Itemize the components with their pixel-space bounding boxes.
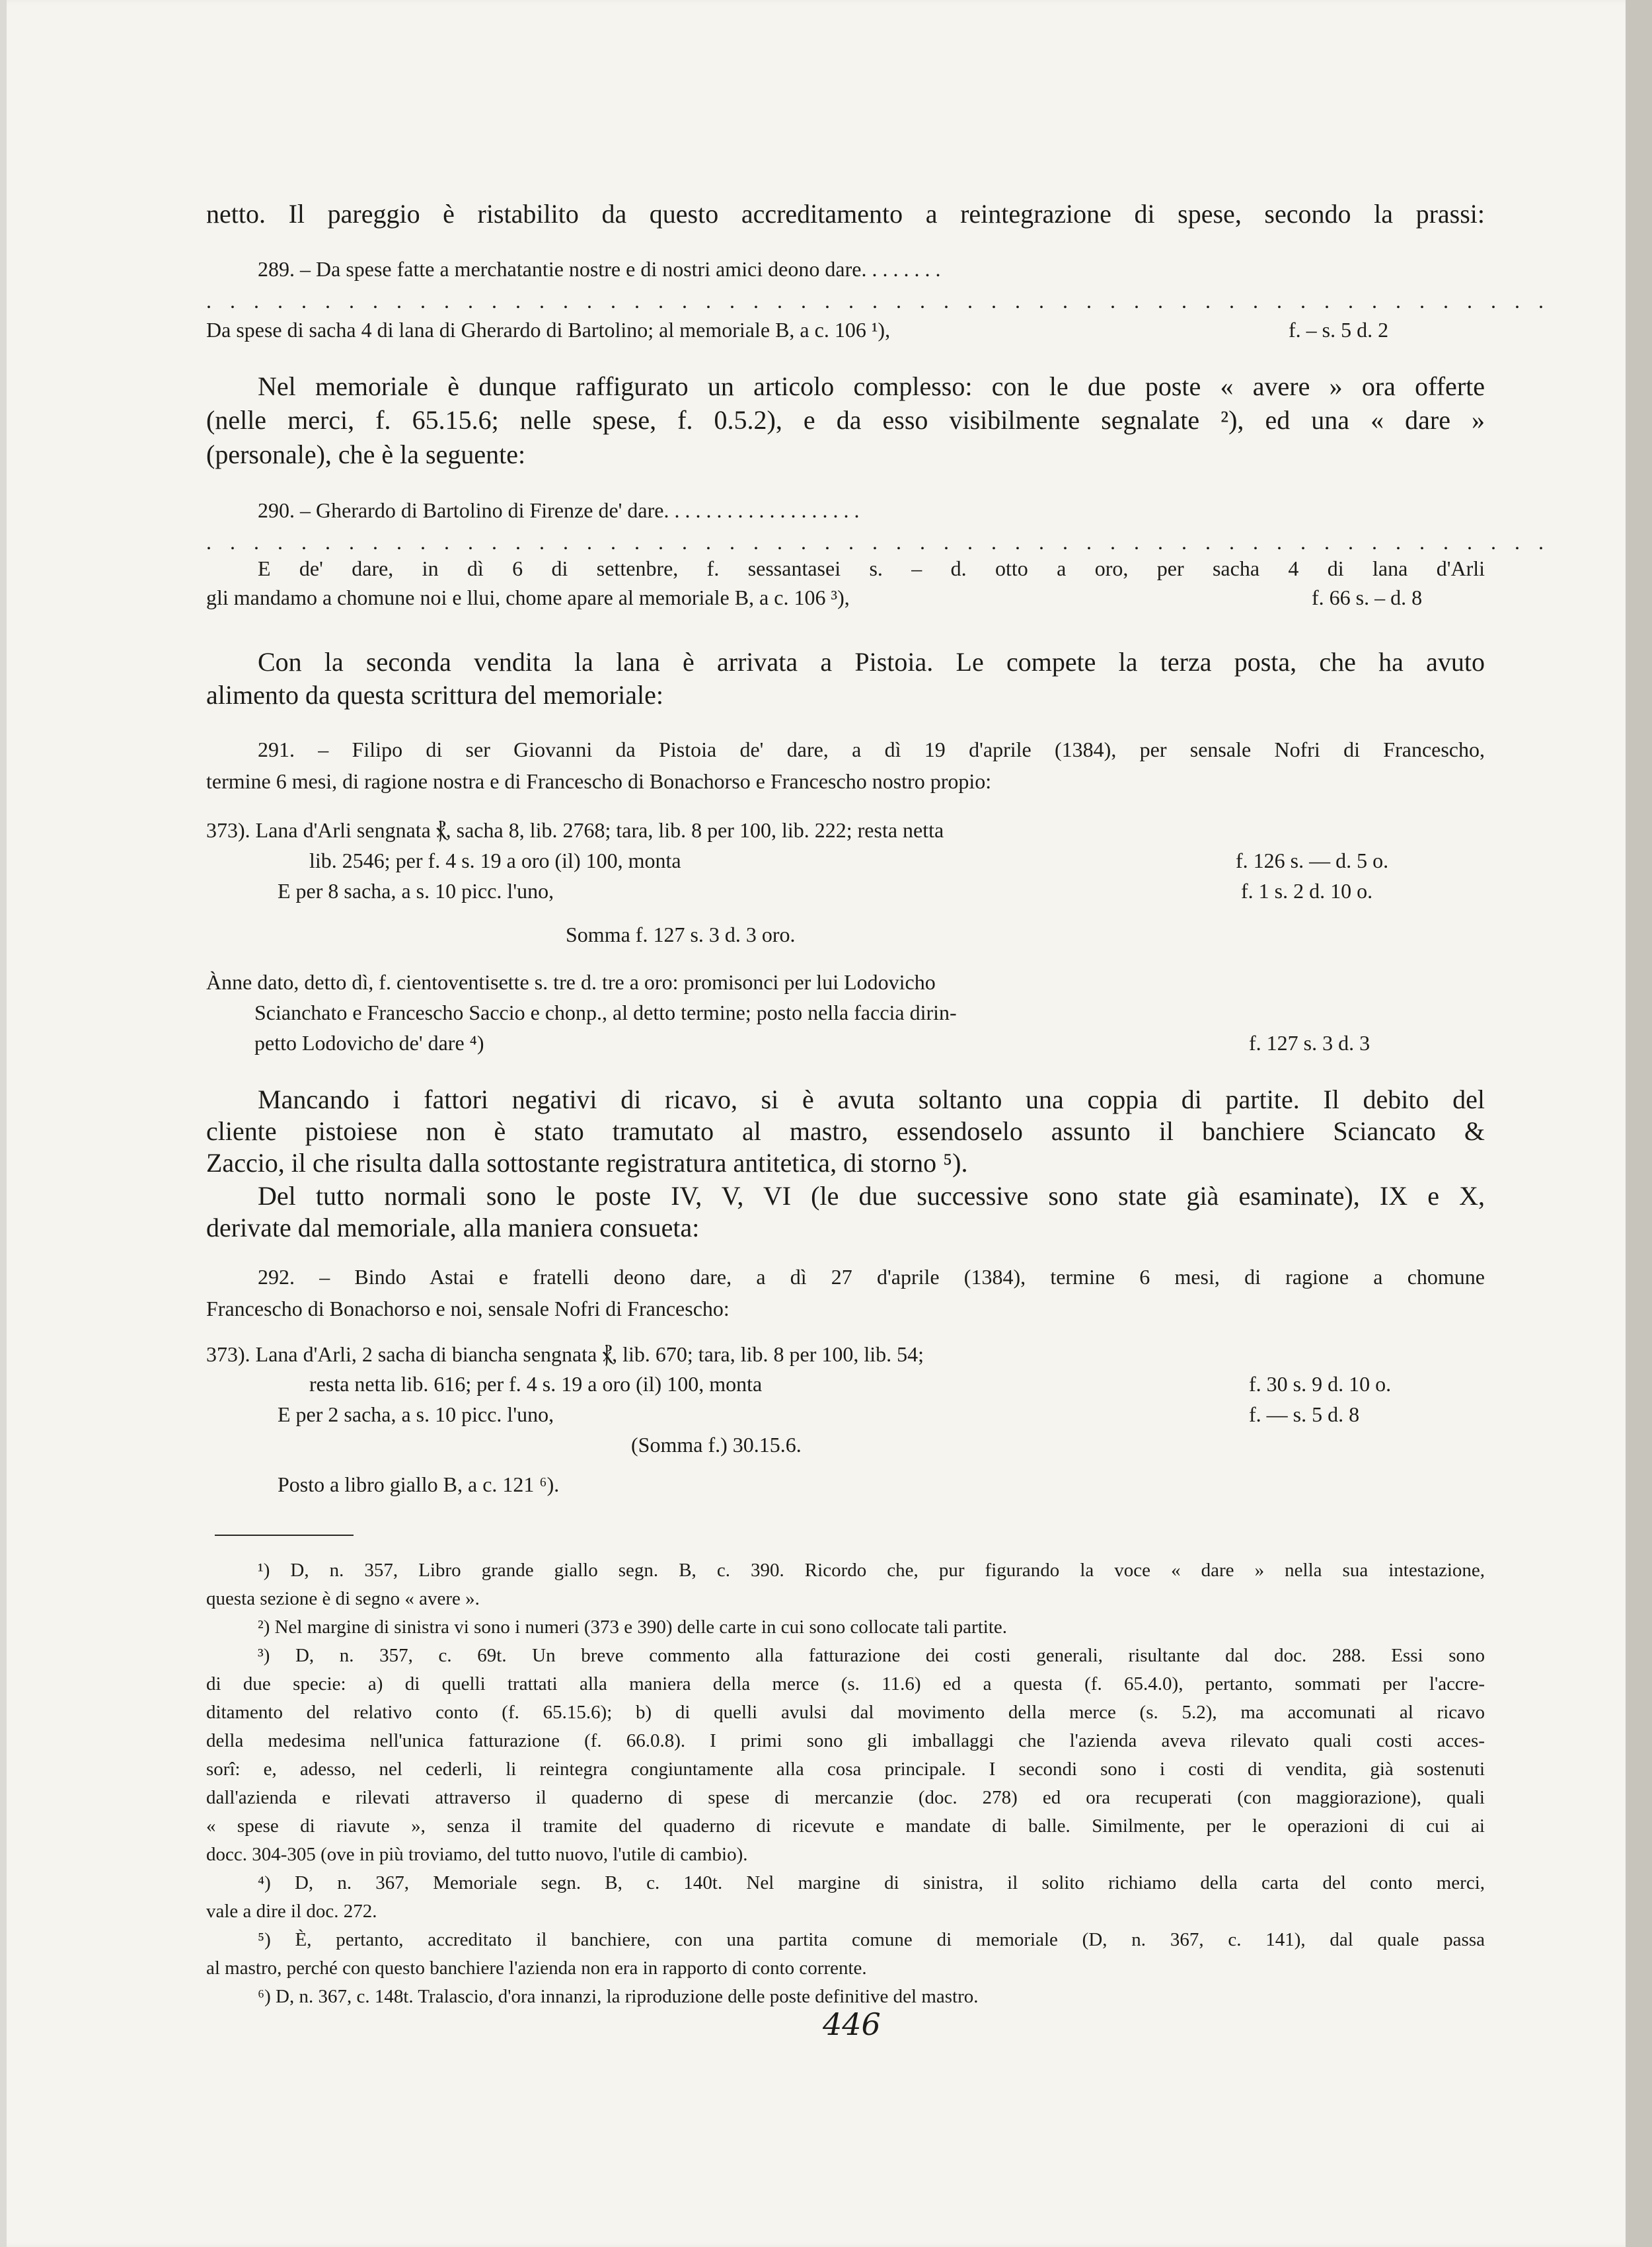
entry-290-amount: f. 66 s. – d. 8 bbox=[1312, 586, 1423, 609]
paragraph-4-line-1: Mancando i fattori negativi di ricavo, si è avuta soltanto una coppia di partite. Il debito del bbox=[258, 1085, 1485, 1114]
entry-290-heading: 290. – Gherardo di Bartolino di Firenze de' dare. . . . . . . . . . . . . . . . . . . bbox=[258, 498, 860, 522]
entry-291-heading-2: termine 6 mesi, di ragione nostra e di Francescho di Bonachorso e Francescho nostro propio: bbox=[206, 769, 992, 793]
footnote-6: ⁶) D, n. 367, c. 148t. Tralascio, d'ora innanzi, la riproduzione delle poste definitive del mastro. bbox=[258, 1986, 979, 2007]
footnote-5-line-2: al mastro, perché con questo banchiere l'azienda non era in rapporto di conto corrente. bbox=[206, 1958, 867, 1979]
footnote-3-line-4: della medesima nell'unica fatturazione (f. 66.0.8). I primi sono gli imballaggi che l'azienda aveva rilevato quali costi acces- bbox=[206, 1730, 1485, 1751]
entry-289-heading: 289. – Da spese fatte a merchatantie nostre e di nostri amici deono dare. . . . . . . . bbox=[258, 257, 941, 281]
entry-290-line-1: E de' dare, in dì 6 di settenbre, f. sessantasei s. – d. otto a oro, per sacha 4 di lana d'Arli bbox=[258, 556, 1485, 580]
paragraph-2-line-2: (nelle merci, f. 65.15.6; nelle spese, f. 0.5.2), e da esso visibilmente segnalate ²), ed una « dare » bbox=[206, 405, 1485, 435]
footnote-4-line-2: vale a dire il doc. 272. bbox=[206, 1901, 377, 1922]
entry-292-heading-1: 292. – Bindo Astai e fratelli deono dare, a dì 27 d'aprile (1384), termine 6 mesi, di ragione a chomune bbox=[258, 1265, 1485, 1289]
paragraph-3-line-2: alimento da questa scrittura del memoriale: bbox=[206, 680, 663, 710]
entry-291-line-2: lib. 2546; per f. 4 s. 19 a oro (il) 100, monta bbox=[309, 849, 681, 872]
entry-291-anne-2: Scianchato e Francescho Saccio e chonp., al detto termine; posto nella faccia dirin- bbox=[254, 1001, 957, 1024]
footnote-3-line-5: sorî: e, adesso, nel cederli, li reintegra congiuntamente alla cosa principale. I secondi sono i costi di vendita, già sostenuti bbox=[206, 1759, 1485, 1780]
entry-291-heading-1: 291. – Filipo di ser Giovanni da Pistoia de' dare, a dì 19 d'aprile (1384), per sensale Nofri di Francescho, bbox=[258, 738, 1485, 761]
paragraph-4-line-5: derivate dal memoriale, alla maniera consueta: bbox=[206, 1213, 700, 1242]
intro-paragraph: netto. Il pareggio è ristabilito da questo accreditamento a reintegrazione di spese, secondo la prassi: bbox=[206, 199, 1485, 229]
entry-292-posto: Posto a libro giallo B, a c. 121 ⁶). bbox=[278, 1472, 560, 1496]
entry-292-heading-2: Francescho di Bonachorso e noi, sensale Nofri di Francescho: bbox=[206, 1297, 730, 1320]
entry-291-anne-amount: f. 127 s. 3 d. 3 bbox=[1249, 1031, 1370, 1055]
page-edge bbox=[1626, 0, 1652, 2247]
entry-289-dots: . . . . . . . . . . . . . . . . . . . . . . . . . . . . . . . . . . . . . . . . . . . . . . . . . . . . . . . . . bbox=[206, 289, 1550, 313]
entry-292-line-3: E per 2 sacha, a s. 10 picc. l'uno, bbox=[278, 1402, 554, 1426]
paragraph-4-line-4: Del tutto normali sono le poste IV, V, VI (le due successive sono state già esaminate), IX e X, bbox=[258, 1181, 1485, 1211]
entry-291-amount-2: f. 126 s. — d. 5 o. bbox=[1236, 849, 1389, 872]
entry-291-amount-3: f. 1 s. 2 d. 10 o. bbox=[1241, 879, 1373, 903]
footnote-3-line-8: docc. 304-305 (ove in più troviamo, del tutto nuovo, l'utile di cambio). bbox=[206, 1844, 748, 1865]
footnote-3-line-6: dall'azienda e rilevati attraverso il quaderno di spese di mercanzie (doc. 278) ed ora recuperati (con maggiorazione), quali bbox=[206, 1787, 1485, 1808]
entry-292-amount-2: f. 30 s. 9 d. 10 o. bbox=[1249, 1372, 1392, 1396]
entry-289-line: Da spese di sacha 4 di lana di Gherardo di Bartolino; al memoriale B, a c. 106 ¹), bbox=[206, 318, 891, 342]
footnote-2: ²) Nel margine di sinistra vi sono i numeri (373 e 390) delle carte in cui sono collocate tali partite. bbox=[258, 1617, 1008, 1638]
page-number: 446 bbox=[823, 2006, 881, 2042]
footnote-5-line-1: ⁵) È, pertanto, accreditato il banchiere, con una partita comune di memoriale (D, n. 367, c. 141), dal quale passa bbox=[258, 1929, 1485, 1950]
paragraph-4-line-3: Zaccio, il che risulta dalla sottostante registratura antitetica, di storno ⁵). bbox=[206, 1148, 968, 1178]
paragraph-2-line-3: (personale), che è la seguente: bbox=[206, 439, 526, 469]
entry-292-line-1: 373). Lana d'Arli, 2 sacha di biancha sengnata ⳩, lib. 670; tara, lib. 8 per 100, lib. 54; bbox=[206, 1342, 924, 1366]
entry-290-dots: . . . . . . . . . . . . . . . . . . . . . . . . . . . . . . . . . . . . . . . . . . . . . . . . . . . . . . . . . bbox=[206, 530, 1550, 554]
footnote-4-line-1: ⁴) D, n. 367, Memoriale segn. B, c. 140t. Nel margine di sinistra, il solito richiamo della carta del conto merci, bbox=[258, 1872, 1485, 1893]
entry-291-line-1: 373). Lana d'Arli sengnata ⳩, sacha 8, lib. 2768; tara, lib. 8 per 100, lib. 222; resta netta bbox=[206, 818, 944, 842]
footnote-1-line-2: questa sezione è di segno « avere ». bbox=[206, 1588, 480, 1609]
footnote-rule bbox=[215, 1535, 354, 1536]
entry-292-total: (Somma f.) 30.15.6. bbox=[631, 1433, 802, 1457]
footnote-3-line-3: ditamento del relativo conto (f. 65.15.6); b) di quelli avulsi dal movimento della merce (s. 5.2), ma accomunati al ricavo bbox=[206, 1702, 1485, 1723]
entry-291-total: Somma f. 127 s. 3 d. 3 oro. bbox=[566, 923, 796, 946]
paragraph-3-line-1: Con la seconda vendita la lana è arrivata a Pistoia. Le compete la terza posta, che ha avuto bbox=[258, 647, 1485, 677]
entry-292-amount-3: f. — s. 5 d. 8 bbox=[1249, 1402, 1360, 1426]
footnote-3-line-2: di due specie: a) di quelli trattati alla maniera della merce (s. 11.6) ed a questa (f. 65.4.0), pertanto, sommati per l'accre- bbox=[206, 1673, 1485, 1695]
entry-291-anne-1: Ànne dato, detto dì, f. cientoventisette s. tre d. tre a oro: promisonci per lui Lodovicho bbox=[206, 970, 936, 994]
paragraph-4-line-2: cliente pistoiese non è stato tramutato al mastro, essendoselo assunto il banchiere Sciancato & bbox=[206, 1116, 1485, 1146]
entry-291-line-3: E per 8 sacha, a s. 10 picc. l'uno, bbox=[278, 879, 554, 903]
footnote-3-line-1: ³) D, n. 357, c. 69t. Un breve commento alla fatturazione dei costi generali, risultante dal doc. 288. Essi sono bbox=[258, 1645, 1485, 1666]
entry-292-line-2: resta netta lib. 616; per f. 4 s. 19 a oro (il) 100, monta bbox=[309, 1372, 763, 1396]
entry-291-anne-3: petto Lodovicho de' dare ⁴) bbox=[254, 1031, 484, 1055]
entry-289-amount: f. – s. 5 d. 2 bbox=[1289, 318, 1389, 342]
footnote-1-line-1: ¹) D, n. 357, Libro grande giallo segn. B, c. 390. Ricordo che, pur figurando la voce « dare » nella sua intestazione, bbox=[258, 1560, 1485, 1581]
footnote-3-line-7: « spese di riavute », senza il tramite del quaderno di ricevute e mandate di balle. Similmente, per le operazioni di cui ai bbox=[206, 1815, 1485, 1837]
paragraph-2-line-1: Nel memoriale è dunque raffigurato un articolo complesso: con le due poste « avere » ora offerte bbox=[258, 371, 1485, 401]
entry-290-line-2: gli mandamo a chomune noi e llui, chome apare al memoriale B, a c. 106 ³), bbox=[206, 586, 850, 609]
